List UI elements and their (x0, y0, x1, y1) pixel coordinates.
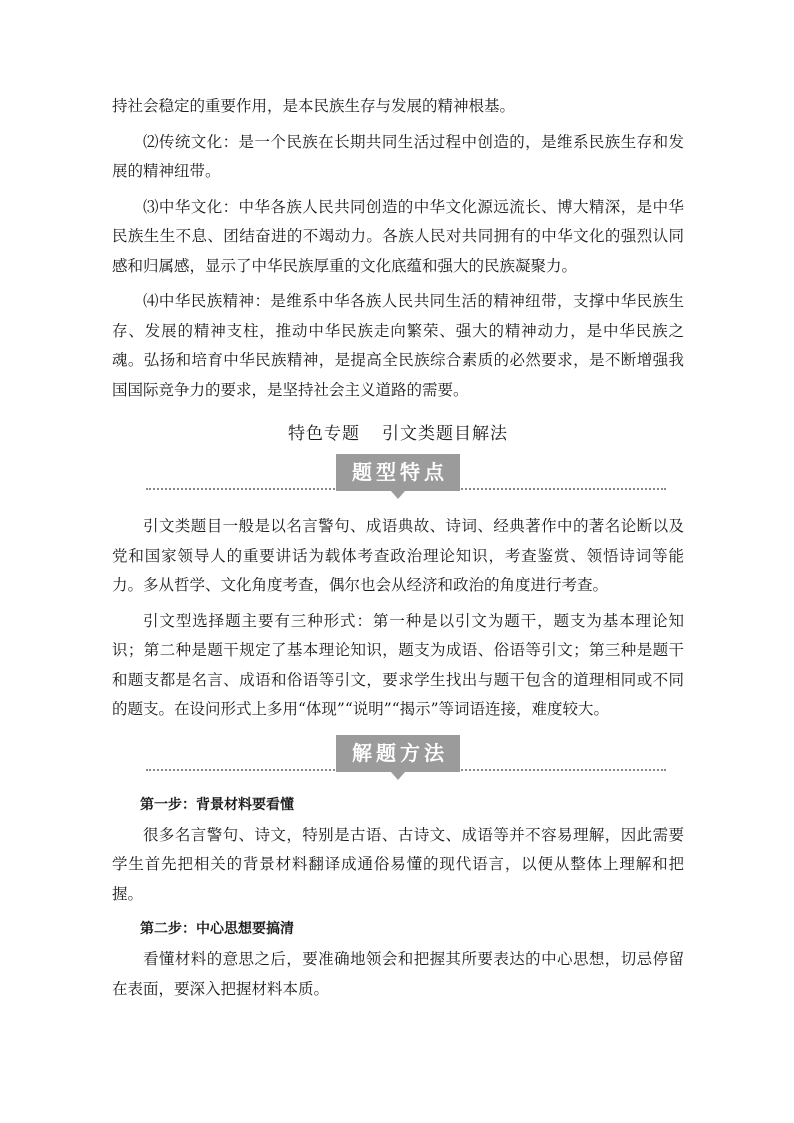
step-1-heading: 第一步：背景材料要看懂 (140, 796, 294, 813)
banner-pointer-icon (391, 491, 405, 499)
intro-paragraph-chinese-culture: ⑶中华文化：中华各族人民共同创造的中华文化源远流长、博大精深，是中华民族生生不息、团结奋进的不竭动力。各族人民对共同拥有的中华文化的强烈认同感和归属感，显示了中华民族厚重的文化底蕴和强大的民族凝聚力。 (112, 197, 684, 275)
document-page (112, 92, 684, 1004)
topic-label: 特色专题 (288, 424, 360, 444)
topic-heading (112, 419, 684, 444)
intro-paragraph-traditional-culture: ⑵传统文化：是一个民族在长期共同生活过程中创造的，是维系民族生存和发展的精神纽带。 (112, 132, 684, 180)
step-2-body: 看懂材料的意思之后，要准确地领会和把握其所要表达的中心思想，切忌停留在表面，要深入把握材料本质。 (112, 950, 684, 998)
intro-paragraph-national-spirit: ⑷中华民族精神：是维系中华各族人民共同生活的精神纽带，支撑中华民族生存、发展的精神支柱，推动中华民族走向繁荣、强大的精神动力，是中华民族之魂。弘扬和培育中华民族精神，是提高全民族综合素质的必然要求，是不断增强我国国际竞争力的要求，是坚持社会主义道路的需要。 (112, 292, 684, 399)
features-paragraph-2: 引文型选择题主要有三种形式：第一种是以引文为题干，题支为基本理论知识；第二种是题干规定了基本理论知识，题支为成语、俗语等引文；第三种是题干和题支都是名言、成语和俗语等引文，要求学生找出与题干包含的道理相同或不同的题支。在设问形式上多用“体现”“说明”“揭示”等词语连接，难度较大。 (112, 611, 684, 718)
features-paragraph-1: 引文类题目一般是以名言警句、成语典故、诗词、经典著作中的著名论断以及党和国家领导人的重要讲话为载体考查政治理论知识，考查鉴赏、领悟诗词等能力。多从哲学、文化角度考查，偶尔也会从经济和政治的角度进行考查。 (112, 517, 684, 594)
section-banner-solving-methods (112, 735, 684, 777)
step-2-heading: 第二步：中心思想要搞清 (140, 921, 294, 937)
banner-pointer-icon (391, 772, 405, 780)
banner-label: 题型特点 (336, 454, 460, 491)
intro-paragraph-1: 持社会稳定的重要作用，是本民族生存与发展的精神根基。 (112, 97, 516, 115)
banner-label: 解题方法 (336, 735, 460, 772)
section-banner-question-features (112, 454, 684, 496)
topic-title: 引文类题目解法 (382, 424, 508, 444)
step-1-body: 很多名言警句、诗文，特别是古语、古诗文、成语等并不容易理解，因此需要学生首先把相关的背景材料翻译成通俗易懂的现代语言，以便从整体上理解和把握。 (112, 825, 684, 903)
